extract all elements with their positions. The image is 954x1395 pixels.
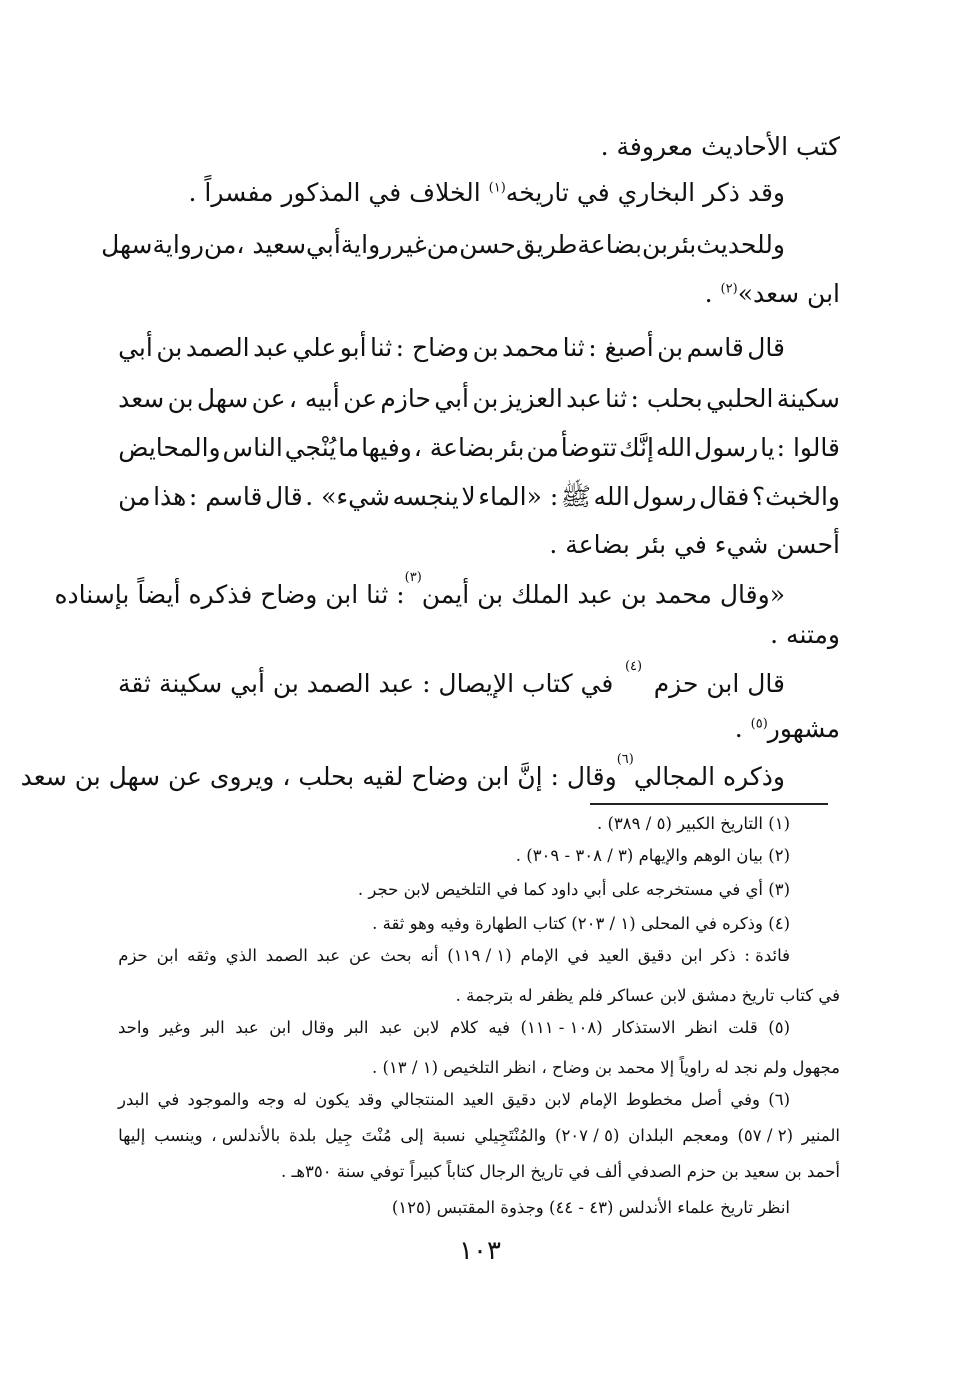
word: وغير: [159, 1018, 191, 1037]
word: بن: [156, 333, 183, 362]
text-run: في كتاب الإيصال : عبد الصمد بن أبي سكينة ثقة: [118, 669, 614, 698]
word: إليها: [118, 1126, 146, 1145]
word: بن: [167, 384, 194, 413]
footnote-ref-4: (٤): [624, 659, 643, 674]
word: إلى: [400, 1126, 424, 1145]
word: أبي: [434, 384, 470, 413]
footnote-6: [118, 1088, 790, 1112]
word: البدر: [118, 1090, 150, 1109]
word: بالأندلس ،: [211, 1126, 281, 1145]
word: واحد: [118, 1018, 150, 1037]
word: يا: [760, 433, 775, 462]
word: قالوا :: [776, 433, 840, 462]
word: ابن: [680, 946, 703, 965]
word: عبد: [235, 1018, 259, 1037]
word: بحلب :: [630, 384, 703, 413]
word: ما: [338, 433, 360, 462]
word: حازم: [380, 384, 431, 413]
word: ابن: [156, 946, 179, 965]
word: فقال: [698, 482, 750, 511]
word: عن: [343, 384, 378, 413]
word: ومعجم: [682, 1126, 729, 1145]
word: الله: [593, 482, 630, 511]
word: والخبث؟: [751, 482, 840, 511]
word: (٥ / ٢٠٧): [555, 1126, 620, 1145]
text-run: .: [734, 714, 751, 743]
text-line-3: [101, 228, 785, 262]
word: سعيد ،: [236, 230, 307, 259]
word: من: [118, 482, 151, 511]
word: ينجسه: [392, 482, 459, 511]
word: وقد: [357, 1090, 383, 1109]
word: هذا: [153, 482, 187, 511]
word: المنير: [801, 1126, 840, 1145]
word: البر: [344, 1018, 369, 1037]
text-line-8: [118, 480, 840, 514]
word: وجه: [257, 1090, 285, 1109]
word: حزم: [118, 946, 148, 965]
footnote-3: (٣) أي في مستخرجه على أبي داود كما في التلخيص لابن حجر .: [357, 880, 790, 899]
footnote-4: (٤) وذكره في المحلى (١ / ٢٠٣) كتاب الطهارة وفيه وهو ثقة .: [372, 914, 790, 933]
word: من: [426, 230, 460, 259]
word: وينسب: [154, 1126, 203, 1145]
word: وللحديث: [696, 230, 785, 259]
word: وقال: [301, 1018, 335, 1037]
word: علي: [292, 333, 337, 362]
word: قاسم: [686, 333, 744, 362]
word: بضاعة: [577, 230, 642, 259]
page-number: ١٠٣: [459, 1236, 501, 1266]
word: دقيق: [502, 1090, 537, 1109]
word: والمُنْتَجِيلي: [474, 1126, 547, 1145]
word: أبو: [339, 333, 367, 362]
footnote-2: (٢) بيان الوهم والإيهام (٣ / ٣٠٨ - ٣٠٩) .: [515, 846, 790, 865]
word: والموجود: [187, 1090, 250, 1109]
footnote-4-note: [118, 944, 790, 968]
word: عبد: [316, 946, 341, 965]
word: الحلبي: [706, 384, 774, 413]
word: بضاعة ،: [413, 433, 495, 462]
word: (٥): [768, 1018, 790, 1037]
word: رسول: [694, 433, 759, 462]
word: عبد: [378, 1018, 403, 1037]
text-line-10: [54, 570, 785, 612]
word: بن: [472, 384, 499, 413]
word: كلام: [449, 1018, 478, 1037]
word: أنه: [420, 946, 439, 965]
footnote-6-cont3: انظر تاريخ علماء الأندلس (٤٣ - ٤٤) وجذوة المقتبس (١٢٥): [391, 1198, 790, 1217]
word: ﷺ: [560, 482, 591, 511]
text-run: مشهور: [767, 714, 840, 743]
word: من: [203, 230, 237, 259]
footnote-5: [118, 1016, 790, 1040]
word: العزيز: [501, 384, 563, 413]
word: في: [567, 946, 590, 965]
footnote-ref-5: (٥): [750, 716, 768, 732]
word: بن: [472, 333, 499, 362]
footnote-6-cont: [118, 1124, 840, 1148]
text-line-12: [118, 659, 785, 701]
word: رسول: [632, 482, 697, 511]
word: يُنْجي: [284, 433, 337, 462]
word: في: [157, 1090, 180, 1109]
word: رواية: [152, 230, 204, 259]
word: رواية: [340, 230, 393, 259]
word: جِيل: [325, 1126, 353, 1145]
text-run: وذكره المجالي: [633, 762, 785, 791]
word: الناس: [222, 433, 283, 462]
footnote-5-cont: مجهول ولم نجد له راوياً إلا محمد بن وضاح ، انظر التلخيص (١ / ١٣) .: [371, 1058, 840, 1077]
word: وضاح :: [395, 333, 470, 362]
word: الإمام: [520, 946, 559, 965]
word: سهل: [101, 230, 153, 259]
word: (٦): [768, 1090, 790, 1109]
text-line-2: [189, 176, 785, 210]
word: قال: [747, 333, 785, 362]
word: شيء» .: [305, 482, 390, 511]
word: ثنا: [370, 333, 393, 362]
word: البر: [201, 1018, 225, 1037]
word: أبيه ،: [288, 384, 340, 413]
word: مخطوط: [625, 1090, 683, 1109]
word: أصل: [690, 1090, 722, 1109]
word: مُنْتَ: [361, 1126, 392, 1145]
word: دقيق: [637, 946, 672, 965]
word: طريق: [515, 230, 578, 259]
footnote-4-note-cont: في كتاب تاريخ دمشق لابن عساكر فلم يظفر له بترجمة .: [455, 986, 840, 1005]
word: انظر: [685, 1018, 718, 1037]
word: الإمام: [579, 1090, 618, 1109]
word: فائدة :: [744, 946, 790, 965]
text-line-9: أحسن شيء في بئر بضاعة .: [549, 530, 840, 559]
word: العيد: [597, 946, 630, 965]
footnote-separator: [590, 803, 828, 805]
text-line-6: [118, 382, 840, 416]
word: قال: [264, 482, 303, 511]
word: بن: [641, 230, 668, 259]
word: الصمد: [265, 946, 308, 965]
text-line-14: [20, 752, 785, 794]
word: فيه: [488, 1018, 511, 1037]
footnote-ref-3: (٣): [404, 570, 422, 585]
word: ابن: [269, 1018, 291, 1037]
word: نسبة: [432, 1126, 466, 1145]
word: بن: [657, 333, 684, 362]
word: بحث: [380, 946, 412, 965]
footnote-ref-2: (٢): [720, 281, 738, 297]
word: لا: [461, 482, 476, 511]
text-line-11: ومتنه .: [770, 620, 840, 649]
text-line-4: [705, 277, 840, 311]
footnote-6-cont2: أحمد بن سعيد بن حزم الصدفي ألف في تاريخ الرجال كتاباً كبيراً توفي سنة ٣٥٠هـ .: [281, 1162, 840, 1181]
word: البلدان: [628, 1126, 674, 1145]
word: قاسم :: [188, 482, 263, 511]
word: قلت: [728, 1018, 758, 1037]
word: عن: [251, 384, 286, 413]
text-run: الخلاف في المذكور مفسراً .: [188, 178, 489, 207]
text-run: ابن سعد»: [737, 279, 840, 308]
word: سكينة: [776, 384, 840, 413]
word: تتوضأ: [560, 433, 618, 462]
word: الصمد: [185, 333, 250, 362]
footnote-ref-1: (١): [488, 180, 506, 196]
text-line-5: [118, 331, 785, 365]
word: حسن: [459, 230, 516, 259]
footnote-1: (١) التاريخ الكبير (٥ / ٣٨٩) .: [596, 814, 790, 833]
word: لابن: [544, 1090, 572, 1109]
word: الذي: [225, 946, 257, 965]
word: (١٠٨ - ١١١): [520, 1018, 603, 1037]
word: ثنا: [562, 333, 585, 362]
word: (١ / ١١٩): [447, 946, 512, 965]
word: والمحايض: [118, 433, 221, 462]
text-line-7: [118, 431, 840, 465]
footnote-ref-6: (٦): [616, 752, 634, 767]
word: لابن: [412, 1018, 440, 1037]
text-line-13: [735, 712, 840, 746]
word: أبي: [306, 230, 341, 259]
word: له: [292, 1090, 307, 1109]
word: الاستذكار: [613, 1018, 676, 1037]
word: من: [526, 433, 559, 462]
word: أبي: [118, 333, 153, 362]
word: محمد: [502, 333, 560, 362]
word: المنتجالي: [390, 1090, 455, 1109]
word: سعد: [118, 384, 165, 413]
text-run: وقد ذكر البخاري في تاريخه: [505, 178, 785, 207]
text-run: «وقال محمد بن عبد الملك بن أيمن: [421, 580, 785, 609]
word: الله: [655, 433, 693, 462]
word: وثقه: [187, 946, 217, 965]
word: عن: [348, 946, 372, 965]
text-run: وقال : إنَّ ابن وضاح لقيه بحلب ، ويروى عن سهل بن سعد: [20, 762, 617, 791]
word: يكون: [315, 1090, 350, 1109]
word: بئر: [496, 433, 525, 462]
word: ذكر: [711, 946, 736, 965]
word: عبد: [566, 384, 602, 413]
word: ثنا: [605, 384, 628, 413]
word: عبد: [253, 333, 289, 362]
word: بلدة: [288, 1126, 317, 1145]
word: بئر: [667, 230, 697, 259]
word: : «الماء: [478, 482, 559, 511]
word: وفيها: [361, 433, 412, 462]
word: وفي: [730, 1090, 760, 1109]
text-run: : ثنا ابن وضاح فذكره أيضاً بإسناده: [54, 580, 405, 609]
word: (٢ / ٥٧): [737, 1126, 794, 1145]
word: سهل: [196, 384, 249, 413]
word: غير: [392, 230, 427, 259]
text-run: قال ابن حزم: [653, 669, 785, 698]
word: إنَّك: [618, 433, 654, 462]
text-line-1: كتب الأحاديث معروفة .: [600, 132, 840, 161]
word: العيد: [462, 1090, 494, 1109]
text-run: .: [704, 279, 721, 308]
word: أصبغ :: [588, 333, 654, 362]
